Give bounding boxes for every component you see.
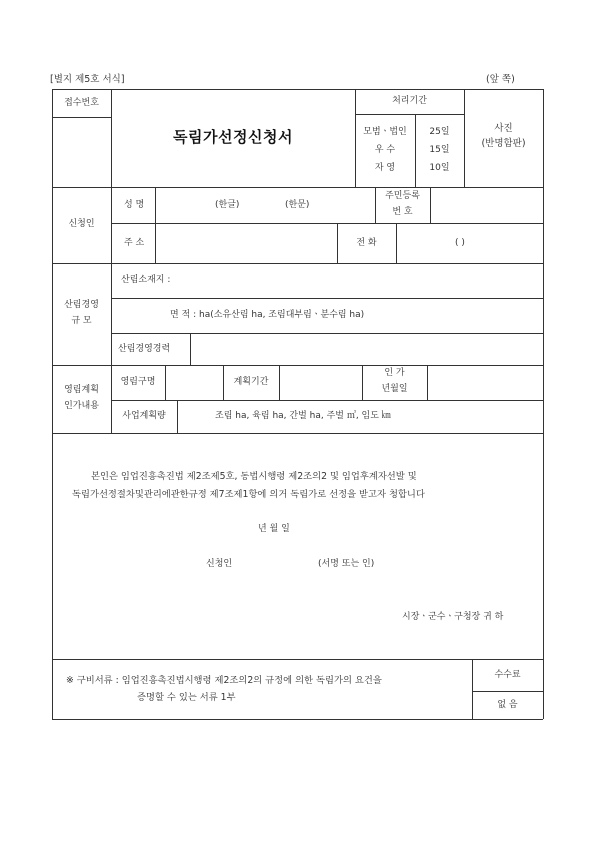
- rrn-field[interactable]: [431, 188, 542, 222]
- processing-period-label: 처리기간: [392, 96, 427, 106]
- required-documents-line2: 증명할 수 있는 서류 1부: [137, 692, 236, 703]
- plan-period-field[interactable]: [280, 366, 361, 399]
- name-korean-field[interactable]: (한글): [215, 200, 240, 210]
- processing-days: 25일: [429, 127, 450, 137]
- receipt-number-label: 접수번호: [64, 98, 99, 108]
- phone-field[interactable]: ( ): [455, 238, 465, 248]
- approval-date-label-line2: 년월일: [381, 384, 408, 394]
- rrn-label: 주민등록: [385, 191, 420, 201]
- approval-date-label: 인 가: [384, 368, 405, 378]
- address-field[interactable]: [156, 224, 336, 262]
- addressee: 시장ㆍ군수ㆍ구청장 귀 하: [402, 612, 504, 622]
- forest-scale-label-line2: 규 모: [71, 316, 92, 326]
- name-hanja-field[interactable]: (한문): [285, 200, 310, 210]
- fee-value: 없 음: [497, 700, 518, 710]
- required-documents: ※ 구비서류 : 임업진흥촉진법시행령 제2조의2의 규정에 의한 독림가의 요건을: [66, 675, 382, 686]
- border-bottom: [52, 719, 543, 720]
- fee-label: 수수료: [494, 670, 521, 680]
- page-title: 독림가선정신청서: [173, 128, 293, 146]
- forest-experience-field[interactable]: [191, 334, 542, 364]
- forest-zone-label: 영림구명: [120, 377, 156, 387]
- rrn-label-line2: 번 호: [392, 207, 413, 217]
- forest-area-field[interactable]: 면 적 : ha(소유산림 ha, 조림대부림ㆍ분수림 ha): [170, 310, 365, 320]
- forest-zone-field[interactable]: [166, 366, 222, 399]
- signer-label: 신청인: [206, 559, 233, 569]
- work-volume-label: 사업계획량: [122, 411, 166, 421]
- statement-line-2: 독림가선정절차및관리에관한규정 제7조제1항에 의거 독림가로 선정을 받고자 청합니다: [72, 489, 425, 500]
- processing-days: 10일: [429, 163, 450, 173]
- photo-size-label: (반명함판): [481, 137, 526, 149]
- photo-label: 사진: [494, 123, 513, 134]
- processing-days: 15일: [429, 145, 450, 155]
- page-side-label: (앞 쪽): [486, 74, 515, 85]
- applicant-section-label: 신청인: [68, 219, 95, 229]
- phone-label: 전 화: [356, 238, 377, 248]
- processing-type: 자 영: [374, 163, 396, 173]
- signature-field[interactable]: (서명 또는 인): [318, 559, 375, 569]
- plan-section-label-line2: 인가내용: [64, 401, 99, 411]
- work-volume-field[interactable]: 조림 ha, 육림 ha, 간벌 ha, 주벌 ㎥, 임도 ㎞: [215, 411, 391, 421]
- border-top: [52, 89, 543, 90]
- processing-type: 우 수: [374, 145, 396, 155]
- plan-section-label: 영림계획: [64, 385, 99, 395]
- forest-experience-label: 산림경영경력: [118, 344, 171, 354]
- plan-period-label: 계획기간: [233, 377, 269, 387]
- processing-type: 모범ㆍ법인: [363, 127, 407, 137]
- name-label: 성 명: [124, 200, 145, 210]
- forest-scale-label: 산림경영: [64, 300, 99, 310]
- form-number-label: [별지 제5호 서식]: [50, 74, 125, 85]
- address-label: 주 소: [124, 238, 145, 248]
- statement-line-1: 본인은 임업진흥촉진법 제2조제5호, 동법시행령 제2조의2 및 임업후계자선발 및: [91, 471, 417, 482]
- forest-location-field[interactable]: 산림소재지 :: [121, 275, 171, 285]
- application-date[interactable]: 년 월 일: [258, 524, 290, 534]
- photo-placeholder: [464, 123, 543, 150]
- border-right: [543, 89, 544, 719]
- approval-date-field[interactable]: [428, 366, 542, 399]
